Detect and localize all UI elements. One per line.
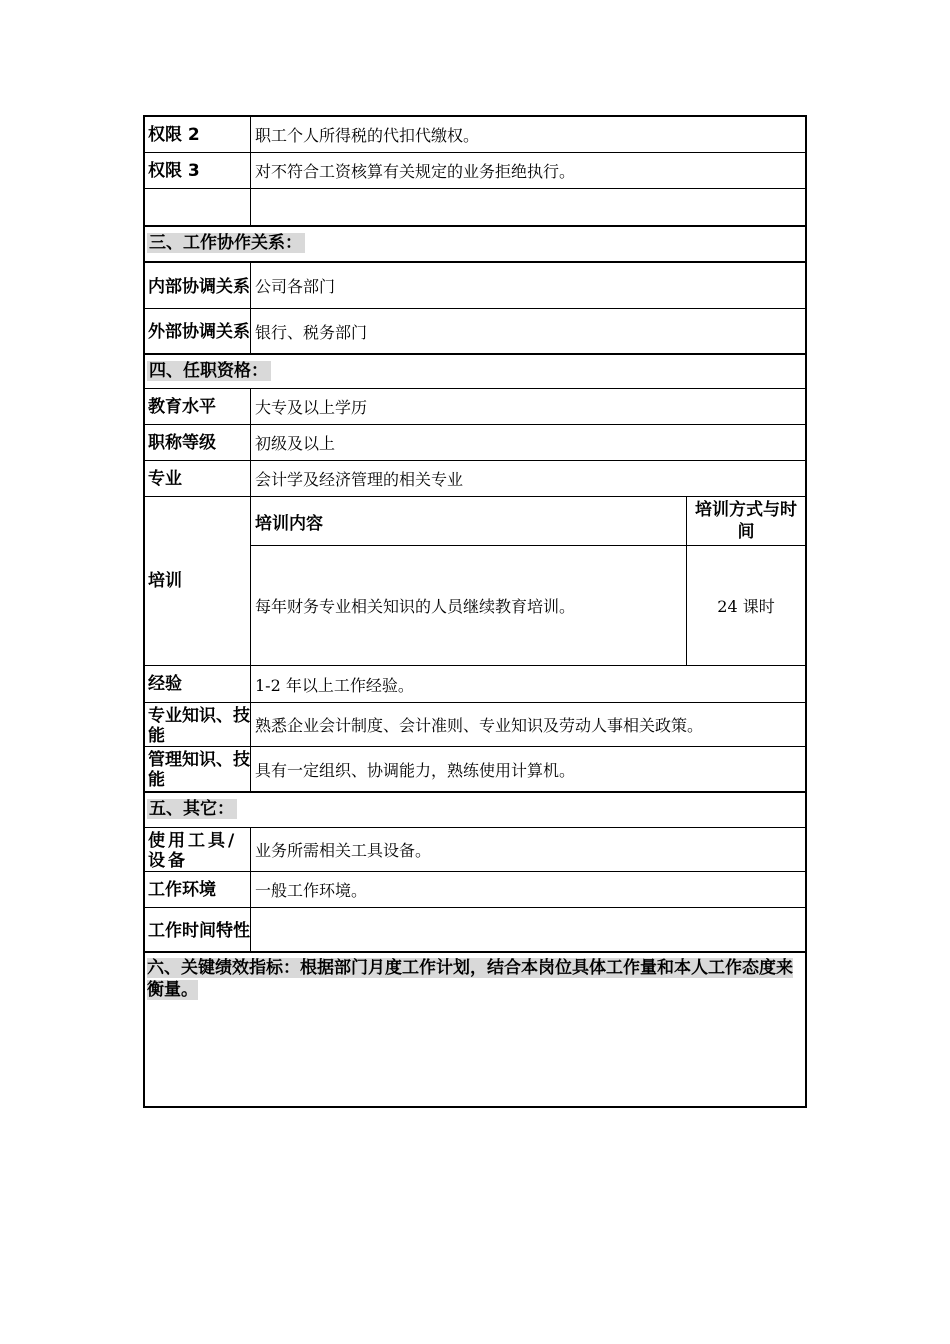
row-label: 专业 [145,461,251,496]
kpi-section [145,953,805,1106]
table-row [145,666,805,703]
row-value: 职工个人所得税的代扣代缴权。 [255,126,480,145]
table-row [145,189,805,227]
row-label: 管理知识、技能 [145,747,251,791]
row-label: 权限 3 [145,153,251,188]
training-body-row [251,546,805,665]
row-label: 权限 2 [145,117,251,152]
row-value: 一般工作环境。 [255,881,368,900]
row-value: 银行、税务部门 [255,322,368,342]
row-value: 1-2 年以上工作经验。 [255,675,414,695]
training-header-row [251,497,805,546]
row-label [145,189,251,225]
table-row [145,425,805,461]
row-label: 内部协调关系 [145,263,251,308]
row-label: 教育水平 [145,389,251,424]
table-row [145,389,805,425]
table-row [145,747,805,793]
training-block [145,497,805,666]
row-value: 业务所需相关工具设备。 [255,841,432,860]
row-value: 熟悉企业会计制度、会计准则、专业知识及劳动人事相关政策。 [255,716,704,735]
section-title: 五、其它： [147,799,237,819]
row-value [251,189,805,225]
row-label: 外部协调关系 [145,309,251,353]
training-label: 培训 [145,497,251,665]
table-row [145,117,805,153]
row-value: 会计学及经济管理的相关专业 [255,470,464,489]
row-value: 初级及以上 [255,434,336,453]
job-description-table [143,115,807,1108]
training-time: 24 课时 [717,597,775,616]
row-value: 对不符合工资核算有关规定的业务拒绝执行。 [255,162,576,181]
table-row [145,703,805,747]
row-value [251,908,805,951]
row-value: 大专及以上学历 [255,398,368,417]
row-label: 经验 [145,666,251,702]
row-label: 专业知识、技能 [145,703,251,746]
section-header [145,793,805,828]
training-content-header: 培训内容 [251,497,687,545]
table-row [145,461,805,497]
training-content: 每年财务专业相关知识的人员继续教育培训。 [251,546,687,665]
row-value: 具有一定组织、协调能力，熟练使用计算机。 [255,760,576,780]
section-title: 三、工作协作关系： [147,233,305,253]
table-row [145,828,805,872]
section-header [145,355,805,389]
section-header [145,227,805,263]
row-label: 使用工具/设备 [145,828,251,871]
table-row [145,263,805,309]
section-title: 六、关键绩效指标：根据部门月度工作计划，结合本岗位具体工作量和本人工作态度来衡量。 [147,958,793,1000]
row-value: 公司各部门 [255,277,336,296]
table-row [145,908,805,953]
row-label: 职称等级 [145,425,251,460]
row-label: 工作环境 [145,872,251,907]
table-row [145,872,805,908]
row-label: 工作时间特性 [145,908,251,951]
table-row [145,153,805,189]
training-time-header: 培训方式与时间 [695,500,797,542]
section-title: 四、任职资格： [147,361,271,381]
table-row [145,309,805,355]
